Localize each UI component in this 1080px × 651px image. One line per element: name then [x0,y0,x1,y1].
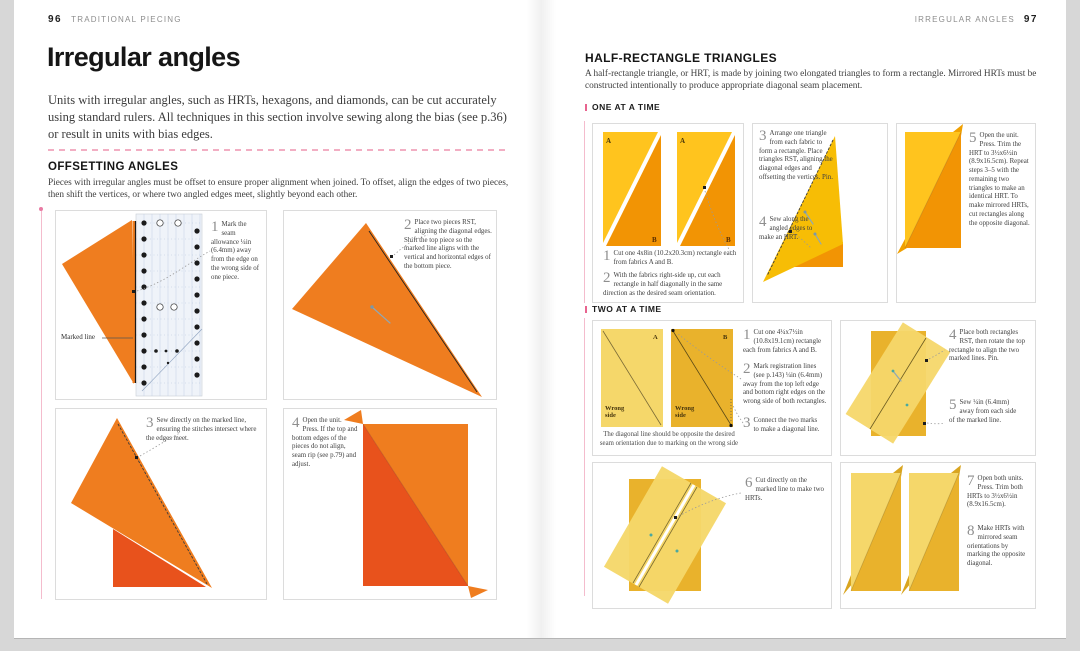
pin-2-head [814,233,817,236]
pin-2-head [906,404,909,407]
step-4-number: 4 [292,415,300,431]
oaat-step-5-number: 5 [969,130,977,146]
hrt-heading: HALF-RECTANGLE TRIANGLES [585,51,778,65]
step-2-number: 2 [404,217,412,233]
taat-step-8-number: 8 [967,523,975,539]
running-head-right-label: IRREGULAR ANGLES [914,15,1015,24]
section-rule-left [41,211,42,599]
panel-taat-steps1-3 [592,320,832,456]
page-fold-shadow [526,0,556,638]
leader-to-step3 [733,405,743,423]
taat-step-2-text: Mark registration lines (see p.143) ¼in (6.4mm) away from the top left edge and bottom right edges on the wrong side of both rectangles. [743,363,827,406]
oaat-step-2-text: With the fabrics right-side up, cut each rectangle in half diagonally in the same direction as the desired seam orientation. [603,272,723,297]
taat-step-7 [967,475,1031,510]
taat-step-7-text: Open both units. Press. Trim both HRTs to 3½x6½in (8.9x16.5cm). [967,475,1024,509]
page-number-left: 96 [48,14,63,25]
step-1-text: Mark the seam allowance ¼in (6.4mm) away from the edge on the wrong side of one piece. [211,221,260,281]
taat-step-1-number: 1 [743,327,751,343]
step-1 [211,221,261,282]
oaat-step-5-text: Open the unit. Press. Trim the HRT to 3½x6½in (8.9x16.5cm). Repeat steps 3–5 with the remaining two triangles to make an identical HRT. To make mirrored HRTs, cut rectangles along the opposite diagonal. [969,132,1030,227]
running-head-left [48,14,182,25]
label-a: A [653,334,658,341]
pin-1-head [892,370,895,373]
wrong-side-label-b: Wrong side [675,405,695,420]
marked-line-label: Marked line [61,333,96,341]
step-4-text: Open the unit. Press. If the top and bottom edges of the pieces do not align, seam rip (see p.79) and adjust. [292,417,358,468]
pin-1-head [650,534,653,537]
intro-paragraph: Units with irregular angles, such as HRTs, hexagons, and diamonds, can be cut accurately using standard rulers. All techniques in this section involve sewing along the bias (see p.36) or result in units with bias edges. [48,93,507,141]
dog-ear-bottom [468,586,488,598]
two-at-a-time-heading [585,304,662,314]
pink-dashed-divider [48,149,506,151]
step-4 [292,417,358,470]
taat-step-1-text: Cut one 4¼x7½in (10.8x19.1cm) rectangle each from fabrics A and B. [743,329,822,354]
step-2-text: Place two pieces RST, aligning the diagonal edges. Shift the top piece so the marked line aligns with the vertical and horizontal edges of the bottom piece. [404,219,492,270]
book-spread [14,0,1066,638]
taat-step-8-text: Make HRTs with mirrored seam orientations by marking the opposite diagonal. [967,525,1026,568]
label-a-1: A [606,137,612,145]
taat-step-6-number: 6 [745,475,753,491]
wrong-side-caption: The diagonal line should be opposite the desired seam orientation due to marking on the wrong side [599,431,739,447]
offsetting-angles-description: Pieces with irregular angles must be offset to ensure proper alignment when joined. To offset, align the edges of two pieces, then shift the vertices, or where two angled edges meet, slightly beyond each other. [48,178,509,200]
panel-step4-open [283,408,497,600]
panel-oaat-steps3-4 [752,123,888,303]
panel-step3-sew [55,408,267,600]
one-at-a-time-heading [585,102,660,112]
one-at-a-time-label: ONE AT A TIME [592,102,661,112]
registration-mark-top [671,329,674,332]
panel-step1-ruler [55,210,267,400]
step-2 [404,219,492,272]
quilting-ruler [136,214,202,396]
page-number-right: 97 [1023,14,1038,25]
panel-oaat-step5 [896,123,1036,303]
taat-step-8 [967,525,1031,569]
oaat-step-2 [603,272,739,298]
step-3 [146,417,262,443]
taat-step-6-text: Cut directly on the marked line to make two HRTs. [745,477,825,502]
wrong-side-label-a: Wrong side [605,405,625,420]
label-b-2: B [726,236,731,244]
pin-1-head [804,211,807,214]
taat-step-7-number: 7 [967,473,975,489]
oaat-step-4 [759,216,813,242]
registration-mark-bottom [729,424,732,427]
hrt-description: A half-rectangle triangle, or HRT, is made by joining two elongated triangles to form a rectangle. Mirrored HRTs must be constructed intentionally to produce appropriate diagonal seam placement. [585,69,1037,91]
leader-anchor [390,255,393,258]
taat-step-3-text: Connect the two marks to make a diagonal line. [753,417,820,433]
taat-step-6 [745,477,825,503]
step-1-number: 1 [211,219,219,235]
oaat-step-5 [969,132,1031,228]
taat-step-4-number: 4 [949,327,957,343]
orange-triangle-piece [62,220,134,384]
leader-anchor-1 [925,359,928,362]
label-b: B [723,334,728,341]
taat-step-3-number: 3 [743,415,751,431]
oaat-step-3 [759,130,835,183]
leader-anchor [703,186,706,189]
leader-anchor [674,516,677,519]
panel-taat-step6 [592,462,832,609]
running-head-right [915,14,1038,25]
section-rule-two [584,318,585,596]
oaat-step-4-text: Sew along the angled edges to make an HRT. [759,216,813,241]
panel-taat-steps4-5 [840,320,1036,456]
panel-taat-steps7-8 [840,462,1036,609]
taat-step-5-number: 5 [949,397,957,413]
running-head-left-label: TRADITIONAL PIECING [71,15,182,24]
oaat-step-2-number: 2 [603,270,611,286]
label-a-2: A [680,137,686,145]
oaat-step-3-text: Arrange one triangle from each fabric to form a rectangle. Place triangles RST, aligning the diagonal edges and offsetting the vertices. Pin. [759,130,833,181]
page-title: Irregular angles [47,42,240,72]
step-3-text: Sew directly on the marked line, ensuring the stitches intersect where the edges meet. [146,417,257,442]
taat-step-1 [743,329,827,355]
taat-step-2-number: 2 [743,361,751,377]
label-b-1: B [652,236,657,244]
step-3-number: 3 [146,415,154,431]
pink-tick [585,306,587,313]
taat-step-5-text: Sew ¼in (6.4mm) away from each side of the marked line. [949,399,1017,424]
oaat-step-1 [603,250,737,268]
taat-step-4-text: Place both rectangles RST, then rotate the top rectangle to align the two marked lines. Pin. [949,329,1026,363]
pin-2-head [676,550,679,553]
panel-oaat-steps1-2 [592,123,744,303]
taat-step-3 [743,417,823,435]
pink-tick [585,104,587,111]
panel-step2-rst [283,210,497,400]
section-rule-one [584,121,585,303]
leader-anchor-2 [923,422,926,425]
taat-step-5 [949,399,1023,425]
taat-step-2 [743,363,829,407]
oaat-step-1-text: Cut one 4x8in (10.2x20.3cm) rectangle each from fabrics A and B. [613,250,737,266]
offsetting-angles-heading: OFFSETTING ANGLES [48,161,179,173]
taat-step-4 [949,329,1033,364]
leader-to-step5 [927,423,945,424]
oaat-step-1-number: 1 [603,248,611,264]
oaat-step-4-number: 4 [759,214,767,230]
leader-anchor [132,290,135,293]
oaat-step-3-number: 3 [759,128,767,144]
leader-anchor [135,456,138,459]
two-at-a-time-label: TWO AT A TIME [592,304,662,314]
pin-head [370,305,373,308]
